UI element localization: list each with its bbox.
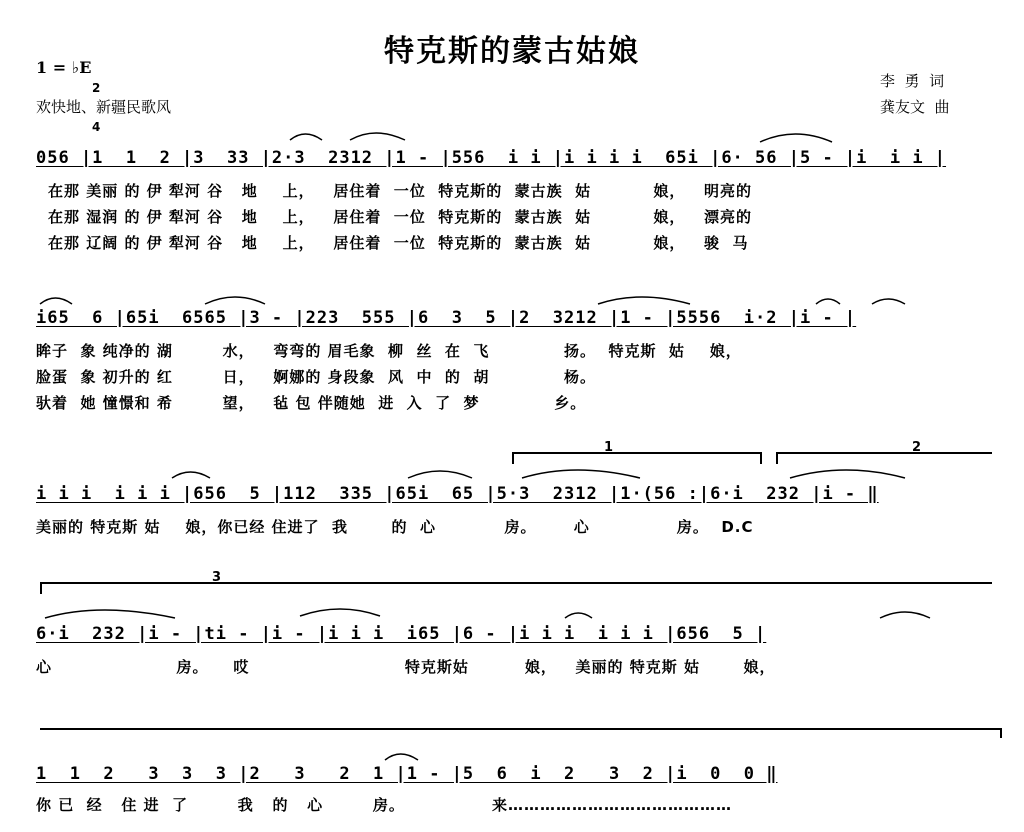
time-signature-top: 2 — [92, 81, 101, 95]
lyricist-credit: 李 勇 词 — [880, 72, 945, 90]
lyrics-line-2-verse-1: 眸子 象 纯净的 湖 水， 弯弯的 眉毛象 柳 丝 在 飞 扬。 特克斯 姑 娘， — [36, 342, 742, 360]
volta-bracket-2 — [776, 452, 992, 454]
key-signature: 1 = ♭E — [36, 58, 92, 77]
song-title: 特克斯的蒙古姑娘 — [384, 34, 640, 69]
lyrics-line-2-verse-3: 驮着 她 憧憬和 希 望， 毡 包 伴随她 进 入 了 梦 乡。 — [36, 394, 587, 412]
volta-bracket-3 — [40, 582, 992, 584]
notation-line-4: 6·i 232 |i - |ti - |i - |i i i i65 |6 - |i i i i i i |656 5 | — [36, 624, 767, 644]
volta-number-2: 2 — [912, 440, 922, 455]
lyrics-line-1-verse-1: 在那 美丽 的 伊 犁河 谷 地 上， 居住着 一位 特克斯的 蒙古族 姑 娘， 明亮的 — [48, 182, 753, 200]
notation-line-3: i i i i i i |656 5 |112 335 |65i 65 |5·3 2312 |1·(56 :|6·i 232 |i - ‖ — [36, 484, 879, 504]
notation-line-2: i65 6 |65i 6565 |3 - |223 555 |6 3 5 |2 3212 |1 - |5556 i·2 |i - | — [36, 308, 857, 328]
notation-line-1: 056 |1 1 2 |3 33 |2·3 2312 |1 - |556 i i |i i i i 65i |6· 56 |5 - |i i i | — [36, 148, 947, 168]
composer-credit: 龚友文 曲 — [880, 98, 950, 116]
closing-rule-end — [1000, 728, 1002, 738]
notation-line-5: 1 1 2 3 3 3 |2 3 2 1 |1 - |5 6 i 2 3 2 |i 0 0 ‖ — [36, 764, 778, 784]
lyrics-line-3: 美丽的 特克斯 姑 娘，你已经 住进了 我 的 心 房。 心 房。 D.C — [36, 518, 754, 536]
volta-bracket-3-start — [40, 582, 42, 594]
volta-bracket-1-end — [760, 452, 762, 464]
lyrics-line-2-verse-2: 脸蛋 象 初升的 红 日， 婀娜的 身段象 风 中 的 胡 杨。 — [36, 368, 597, 386]
volta-number-1: 1 — [604, 440, 614, 455]
volta-number-3: 3 — [212, 570, 222, 585]
time-signature-bottom: 4 — [92, 120, 101, 134]
closing-rule — [40, 728, 1002, 730]
lyrics-line-1-verse-2: 在那 湿润 的 伊 犁河 谷 地 上， 居住着 一位 特克斯的 蒙古族 姑 娘， 漂亮的 — [48, 208, 753, 226]
lyrics-line-1-verse-3: 在那 辽阔 的 伊 犁河 谷 地 上， 居住着 一位 特克斯的 蒙古族 姑 娘， 骏 马 — [48, 234, 749, 252]
tempo-marking: 欢快地、新疆民歌风 — [36, 98, 172, 116]
volta-bracket-1-start — [512, 452, 514, 464]
lyrics-line-5: 你 已 经 住 进 了 我 的 心 房。 来…………………………………… — [36, 796, 732, 814]
lyrics-line-4: 心 房。 哎 特克斯姑 娘， 美丽的 特克斯 姑 娘， — [36, 658, 776, 676]
volta-bracket-1 — [512, 452, 762, 454]
volta-bracket-2-start — [776, 452, 778, 464]
